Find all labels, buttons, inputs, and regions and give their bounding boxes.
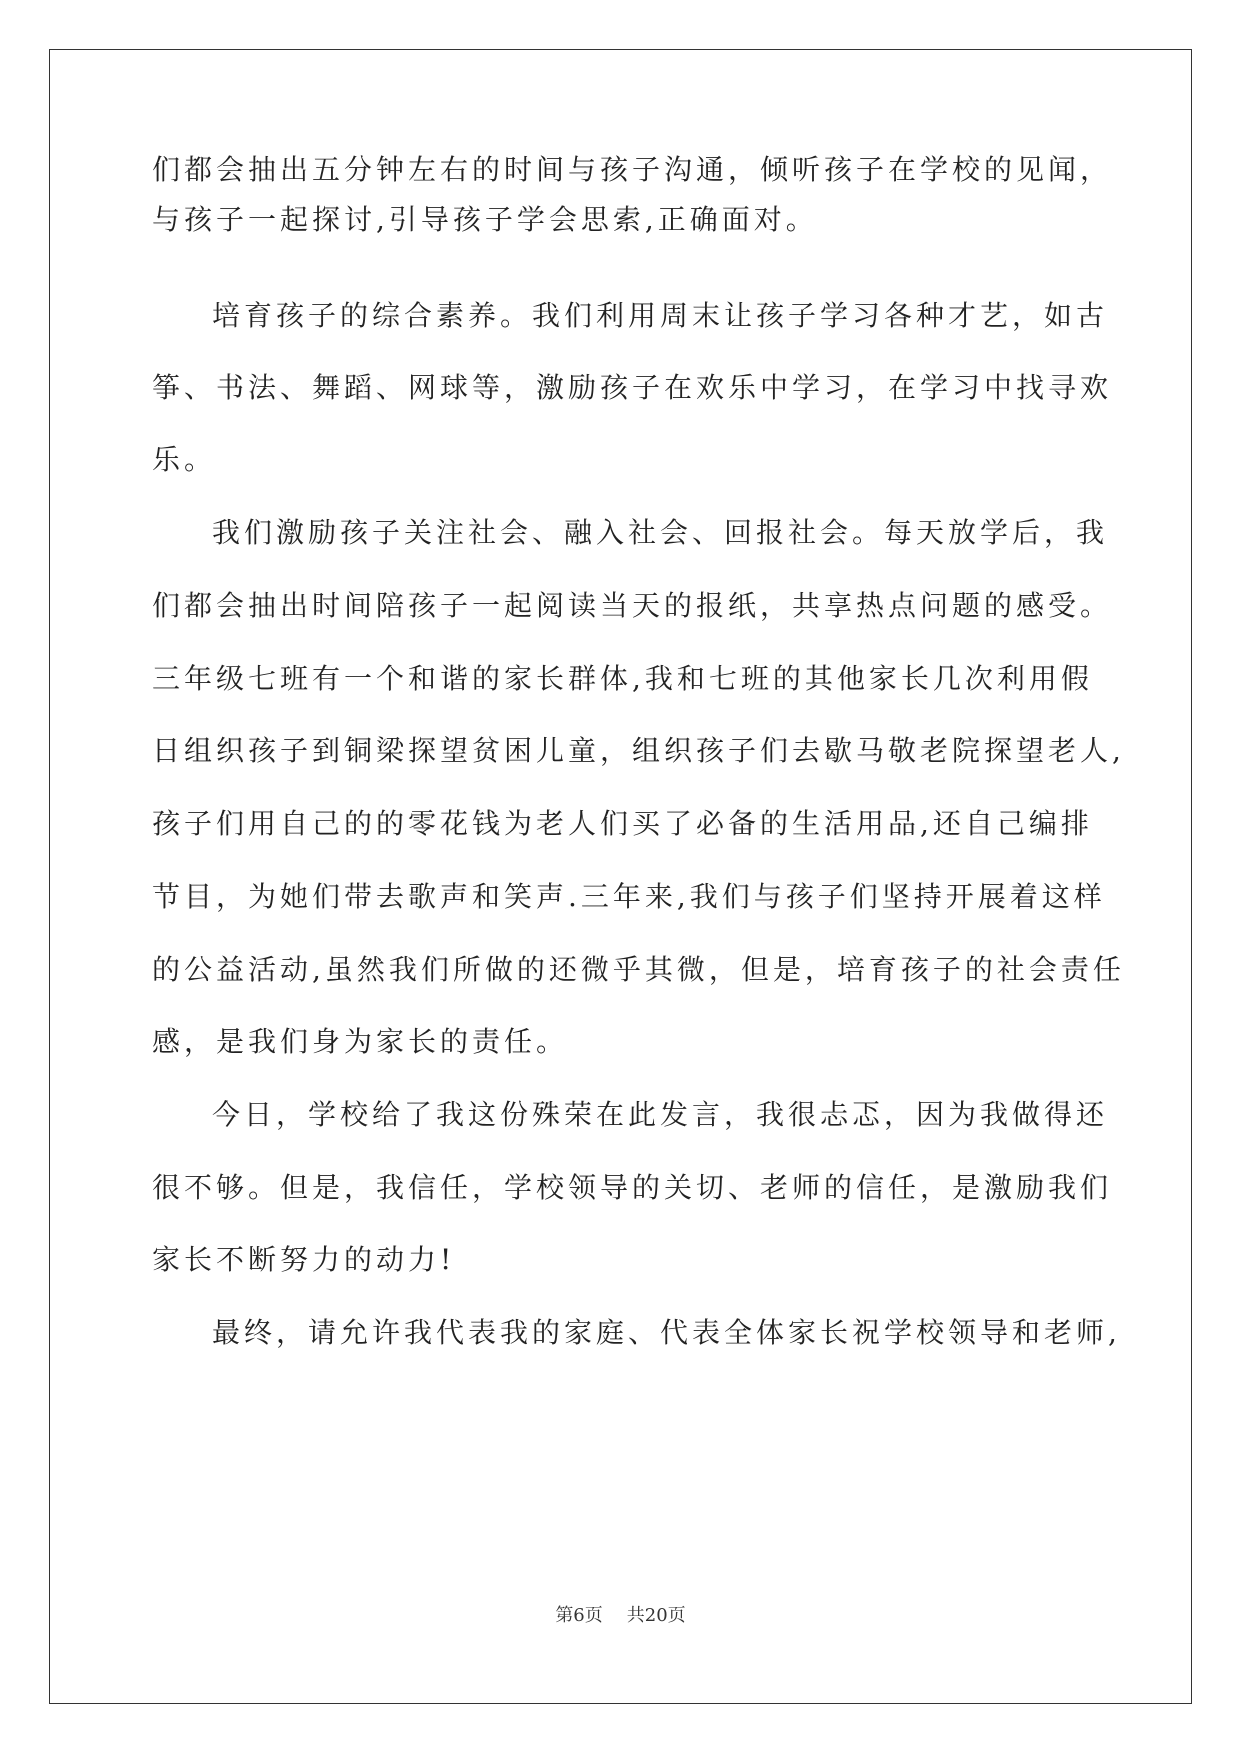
text-line-5: 乐。 (152, 443, 217, 476)
text-line-9: 日组织孩子到铜梁探望贫困儿童，组织孩子们去歇马敬老院探望老人, (152, 734, 1125, 767)
text-line-7: 们都会抽出时间陪孩子一起阅读当天的报纸，共享热点问题的感受。 (152, 589, 1113, 622)
text-line-15: 很不够。但是，我信任，学校领导的关切、老师的信任，是激励我们 (152, 1171, 1113, 1204)
text-line-4: 筝、书法、舞蹈、网球等，激励孩子在欢乐中学习，在学习中找寻欢 (152, 371, 1113, 404)
text-line-13: 感，是我们身为家长的责任。 (152, 1025, 569, 1058)
text-line-17: 最终，请允许我代表我的家庭、代表全体家长祝学校领导和老师, (212, 1316, 1121, 1349)
page-total: 共20页 (626, 1605, 686, 1626)
text-line-2: 与孩子一起探讨,引导孩子学会思索,正确面对。 (152, 203, 818, 236)
text-line-8: 三年级七班有一个和谐的家长群体,我和七班的其他家长几次利用假 (152, 662, 1093, 695)
text-line-12: 的公益活动,虽然我们所做的还微乎其微，但是，培育孩子的社会责任 (152, 953, 1125, 986)
text-line-10: 孩子们用自己的的零花钱为老人们买了必备的生活用品,还自己编排 (152, 807, 1093, 840)
text-line-14: 今日，学校给了我这份殊荣在此发言，我很忐忑，因为我做得还 (212, 1098, 1109, 1131)
page-number: 第6页 (555, 1605, 603, 1626)
text-line-11: 节目，为她们带去歌声和笑声.三年来,我们与孩子们坚持开展着这样 (152, 880, 1106, 913)
text-line-16: 家长不断努力的动力! (152, 1243, 456, 1276)
text-line-6: 我们激励孩子关注社会、融入社会、回报社会。每天放学后，我 (212, 516, 1109, 549)
text-line-1: 们都会抽出五分钟左右的时间与孩子沟通，倾听孩子在学校的见闻， (152, 153, 1113, 186)
text-line-3: 培育孩子的综合素养。我们利用周末让孩子学习各种才艺，如古 (212, 299, 1109, 332)
page-footer (0, 1604, 1241, 1628)
